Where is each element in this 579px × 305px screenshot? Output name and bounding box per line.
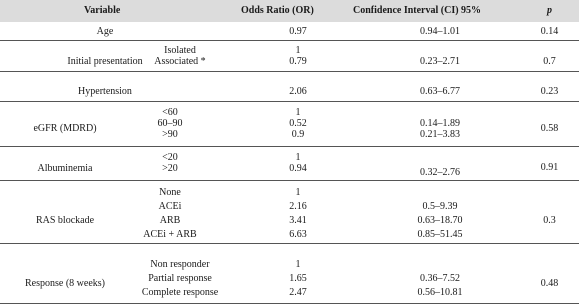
row-divider	[0, 180, 579, 181]
row-confidence-interval	[370, 272, 510, 300]
row-variable-label: RAS blockade	[35, 215, 95, 226]
row-divider	[0, 146, 579, 147]
odds-ratio-value: 0.79	[289, 56, 307, 67]
confidence-interval-value: 0.5–9.39	[422, 201, 458, 212]
row-subcategories	[130, 258, 230, 300]
odds-ratio-value: 1	[295, 107, 301, 118]
subcategory-label: 60–90	[157, 118, 183, 129]
confidence-interval-value: 0.21–3.83	[420, 129, 460, 140]
row-odds-ratio	[230, 107, 366, 140]
row-variable-label: Initial presentation	[67, 56, 143, 67]
row-confidence-interval: 0.94–1.01	[420, 26, 460, 37]
row-variable-label: Response (8 weeks)	[25, 278, 105, 289]
row-subcategories	[130, 107, 210, 140]
row-p-value: 0.3	[543, 215, 556, 226]
row-confidence-interval	[370, 167, 510, 178]
row-confidence-interval: 0.63–6.77	[420, 86, 460, 97]
row-p-value: 0.48	[540, 278, 559, 289]
row-odds-ratio: 2.06	[289, 86, 307, 97]
odds-ratio-value: 1.65	[289, 273, 307, 284]
subcategory-label: Associated *	[154, 56, 206, 67]
confidence-interval-value: 0.36–7.52	[420, 273, 460, 284]
row-p-value: 0.23	[540, 86, 559, 97]
column-header-p-value: p	[547, 5, 552, 16]
odds-ratio-value: 1	[295, 45, 301, 56]
row-variable-label: Age	[96, 26, 114, 37]
subcategory-label: >90	[162, 129, 178, 140]
odds-ratio-value: 3.41	[289, 215, 307, 226]
subcategory-label: None	[159, 187, 181, 198]
row-p-value: 0.14	[540, 26, 559, 37]
subcategory-label: <20	[162, 152, 178, 163]
odds-ratio-value: 6.63	[289, 229, 307, 240]
row-odds-ratio	[230, 45, 366, 67]
row-odds-ratio	[230, 186, 366, 242]
row-divider	[0, 101, 579, 102]
row-divider	[0, 243, 579, 244]
subcategory-label: Isolated	[164, 45, 196, 56]
confidence-interval-value: 0.56–10.81	[417, 287, 463, 298]
row-odds-ratio	[230, 258, 366, 300]
row-subcategories	[130, 45, 230, 67]
row-subcategories	[130, 186, 210, 242]
odds-ratio-value: 0.9	[291, 129, 305, 140]
subcategory-label: >20	[162, 163, 178, 174]
row-odds-ratio	[230, 152, 366, 174]
column-header-odds-ratio: Odds Ratio (OR)	[241, 5, 314, 16]
table-header	[0, 0, 579, 22]
row-p-value: 0.58	[540, 123, 559, 134]
odds-ratio-value: 1	[295, 259, 301, 270]
subcategory-label: Non responder	[150, 259, 210, 270]
subcategory-label: ACEi + ARB	[143, 229, 197, 240]
odds-ratio-value: 2.16	[289, 201, 307, 212]
odds-ratio-value: 2.47	[289, 287, 307, 298]
row-p-value: 0.91	[540, 162, 559, 173]
row-variable-label: Albuminemia	[37, 163, 93, 174]
odds-ratio-value: 0.52	[289, 118, 307, 129]
row-confidence-interval	[370, 200, 510, 242]
row-variable-label: Hypertension	[78, 86, 132, 97]
confidence-interval-value: 0.63–18.70	[417, 215, 463, 226]
row-divider	[0, 71, 579, 72]
table-bottom-rule	[0, 303, 579, 304]
row-confidence-interval	[370, 118, 510, 140]
row-subcategories	[130, 152, 210, 174]
odds-ratio-value: 1	[295, 187, 301, 198]
odds-ratio-value: 1	[295, 152, 301, 163]
row-p-value: 0.7	[543, 56, 556, 67]
confidence-interval-value: 0.14–1.89	[420, 118, 460, 129]
subcategory-label: ACEi	[158, 201, 182, 212]
confidence-interval-value: 0.32–2.76	[420, 167, 460, 178]
confidence-interval-value: 0.23–2.71	[420, 56, 460, 67]
row-variable-label: eGFR (MDRD)	[33, 123, 97, 134]
confidence-interval-value: 0.85–51.45	[417, 229, 463, 240]
odds-ratio-value: 0.94	[289, 163, 307, 174]
row-odds-ratio: 0.97	[289, 26, 307, 37]
subcategory-label: Complete response	[141, 287, 219, 298]
subcategory-label: ARB	[159, 215, 181, 226]
column-header-variable: Variable	[84, 5, 121, 16]
subcategory-label: <60	[162, 107, 178, 118]
column-header-confidence-interval: Confidence Interval (CI) 95%	[353, 5, 482, 16]
row-confidence-interval	[370, 56, 510, 67]
subcategory-label: Partial response	[148, 273, 212, 284]
row-divider	[0, 40, 579, 41]
